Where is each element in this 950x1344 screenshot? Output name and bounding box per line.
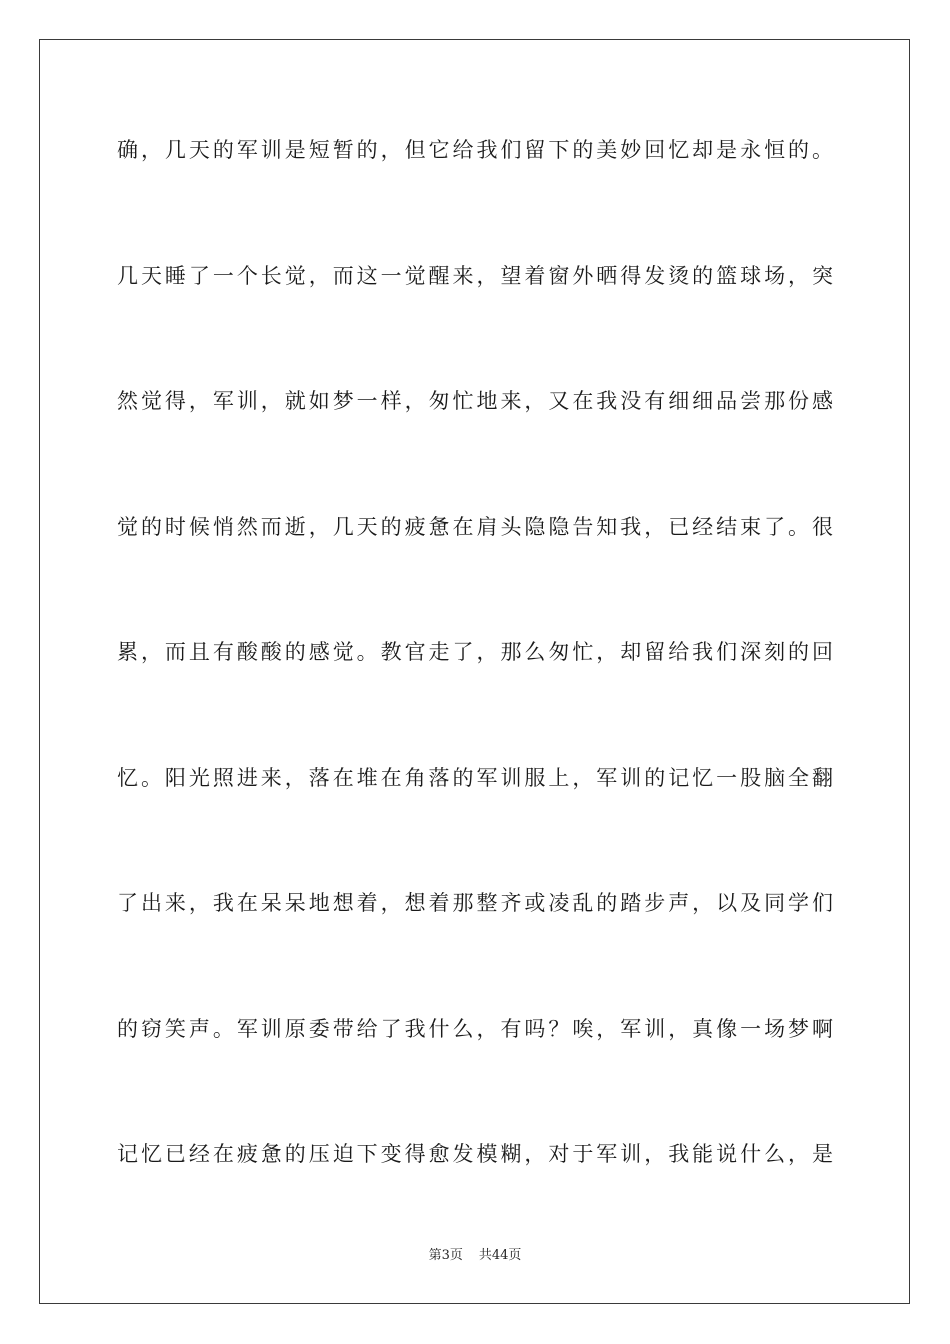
document-body: [117, 130, 833, 1260]
text-line-7: 了出来，我在呆呆地想着，想着那整齐或凌乱的踏步声，以及同学们: [117, 891, 833, 915]
text-line-2: 几天睡了一个长觉，而这一觉醒来，望着窗外晒得发烫的篮球场，突: [117, 263, 833, 288]
text-line-3: 然觉得，军训，就如梦一样，匆忙地来，又在我没有细细品尝那份感: [117, 389, 833, 413]
text-line-8: 的窃笑声。军训原委带给了我什么，有吗？唉，军训，真像一场梦啊: [117, 1016, 833, 1041]
text-line-5: 累，而且有酸酸的感觉。教官走了，那么匆忙，却留给我们深刻的回: [117, 640, 833, 664]
text-line-9: 记忆已经在疲惫的压迫下变得愈发模糊，对于军训，我能说什么，是: [117, 1142, 833, 1166]
text-line-4: 觉的时候悄然而逝，几天的疲惫在肩头隐隐告知我，已经结束了。很: [117, 514, 833, 539]
page-number: 第3页: [428, 1248, 463, 1263]
text-line-6: 忆。阳光照进来，落在堆在角落的军训服上，军训的记忆一股脑全翻: [117, 765, 833, 790]
total-pages: 共44页: [478, 1248, 522, 1263]
page-footer: [0, 1246, 950, 1266]
text-line-1: 确，几天的军训是短暂的，但它给我们留下的美妙回忆却是永恒的。: [117, 138, 833, 162]
